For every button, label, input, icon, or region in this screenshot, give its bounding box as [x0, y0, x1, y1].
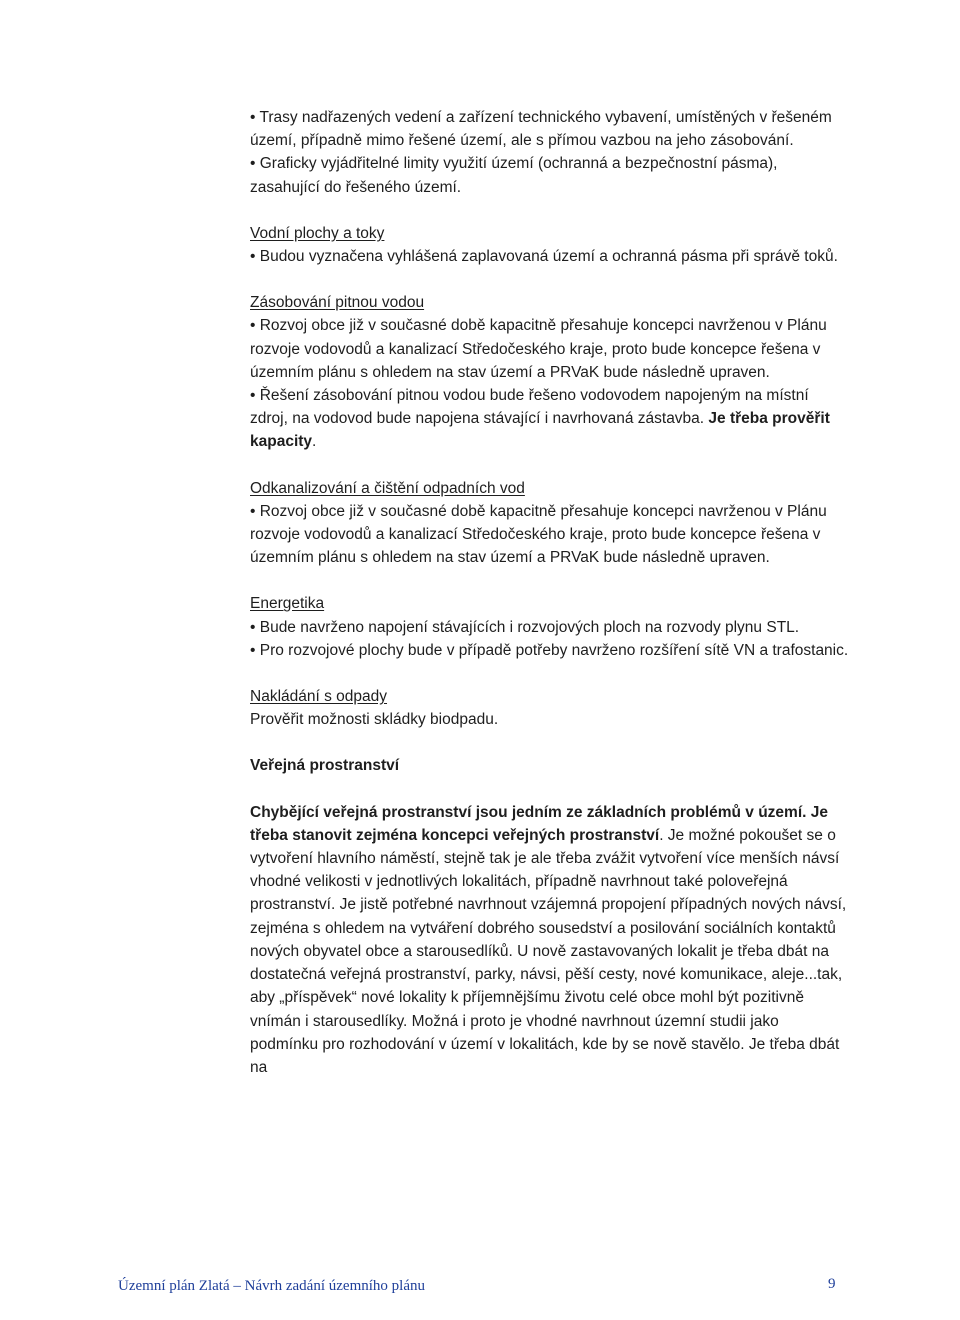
- energy-bullet-1: • Bude navrženo napojení stávajících i rozvojových ploch na rozvody plynu STL.: [250, 618, 800, 636]
- public-bold-lead: Chybějící veřejná prostranství jsou jedním ze základních problémů v území. Je třeba stanovit zejména koncepci veřejných prostranství: [250, 803, 828, 844]
- public-heading: Veřejná prostranství: [250, 757, 400, 775]
- energy-bullet-2: • Pro rozvojové plochy bude v případě potřeby navrženo rozšíření sítě VN a trafostanic.: [250, 641, 849, 659]
- water-heading: Vodní plochy a toky: [250, 224, 385, 242]
- page-number: 9: [828, 1276, 836, 1292]
- waste-text: Prověřit možnosti skládky biodpadu.: [250, 711, 499, 729]
- sewer-heading: Odkanalizování a čištění odpadních vod: [250, 479, 525, 497]
- water-bullet-1: • Budou vyznačena vyhlášená zaplavovaná území a ochranná pásma při správě toků.: [250, 248, 838, 266]
- supply-bullet-2-text: • Řešení zásobování pitnou vodou bude řešeno vodovodem napojeným na místní zdroj, na vodovod bude napojena stávající i navrhovaná zástavba.: [250, 387, 809, 428]
- footer-title: Územní plán Zlatá – Návrh zadání územního plánu: [118, 1278, 425, 1294]
- sewer-bullet-1: • Rozvoj obce již v současné době kapacitně přesahuje koncepci navrženou v Plánu rozvoje vodovodů a kanalizací Středočeského kraje, proto bude koncepce řešena v územním plánu s ohledem na stav území a PRVaK bude následně upraven.: [250, 502, 827, 567]
- infra-bullet-2: • Graficky vyjádřitelné limity využití území (ochranná a bezpečnostní pásma), zasahující do řešeného území.: [250, 155, 778, 196]
- document-body: [250, 106, 850, 1079]
- energy-heading: Energetika: [250, 595, 325, 613]
- infra-bullet-1: • Trasy nadřazených vedení a zařízení technického vybavení, umístěných v řešeném území, případně mimo řešené území, ale s přímou vazbou na jeho zásobování.: [250, 109, 832, 150]
- supply-bullet-1: • Rozvoj obce již v současné době kapacitně přesahuje koncepci navrženou v Plánu rozvoje vodovodů a kanalizací Středočeského kraje, proto bude koncepce řešena v územním plánu s ohledem na stav území a PRVaK bude následně upraven.: [250, 317, 827, 381]
- public-text: . Je možné pokoušet se o vytvoření hlavního náměstí, stejně tak je ale třeba zvážit vytvoření více menších návsí vhodné velikosti v jednotlivých lokalitách, případně navrhnout také poloveřejná prostranství. Je jistě potřebné navrhnout vzájemná propojení případných nových návsí, zejména s ohledem na vytváření dobrého sousedství a posilování sociálních kontaktů nových obyvatel obce a starousedlíků. U nově zastavovaných lokalit je třeba dbát na dostatečná veřejná prostranství, parky, návsi, pěší cesty, nové komunikace, aleje...tak, aby „příspěvek“ nové lokality k příjemnějšímu životu celé obce mohl být pozitivně vnímán i starousedlíky. Možná i proto je vhodné navrhnout územní studii jako podmínku pro rozhodování v území v lokalitách, kde by se nově stavělo. Je třeba dbát na: [250, 826, 847, 1076]
- public-paragraph: [250, 801, 850, 1079]
- waste-heading: Nakládání s odpady: [250, 688, 388, 706]
- supply-bullet-2: [250, 384, 850, 454]
- supply-bullet-2-end: .: [312, 433, 317, 451]
- supply-heading: Zásobování pitnou vodou: [250, 294, 425, 312]
- supply-bullet-2-bold: Je třeba prověřit kapacity: [250, 410, 830, 451]
